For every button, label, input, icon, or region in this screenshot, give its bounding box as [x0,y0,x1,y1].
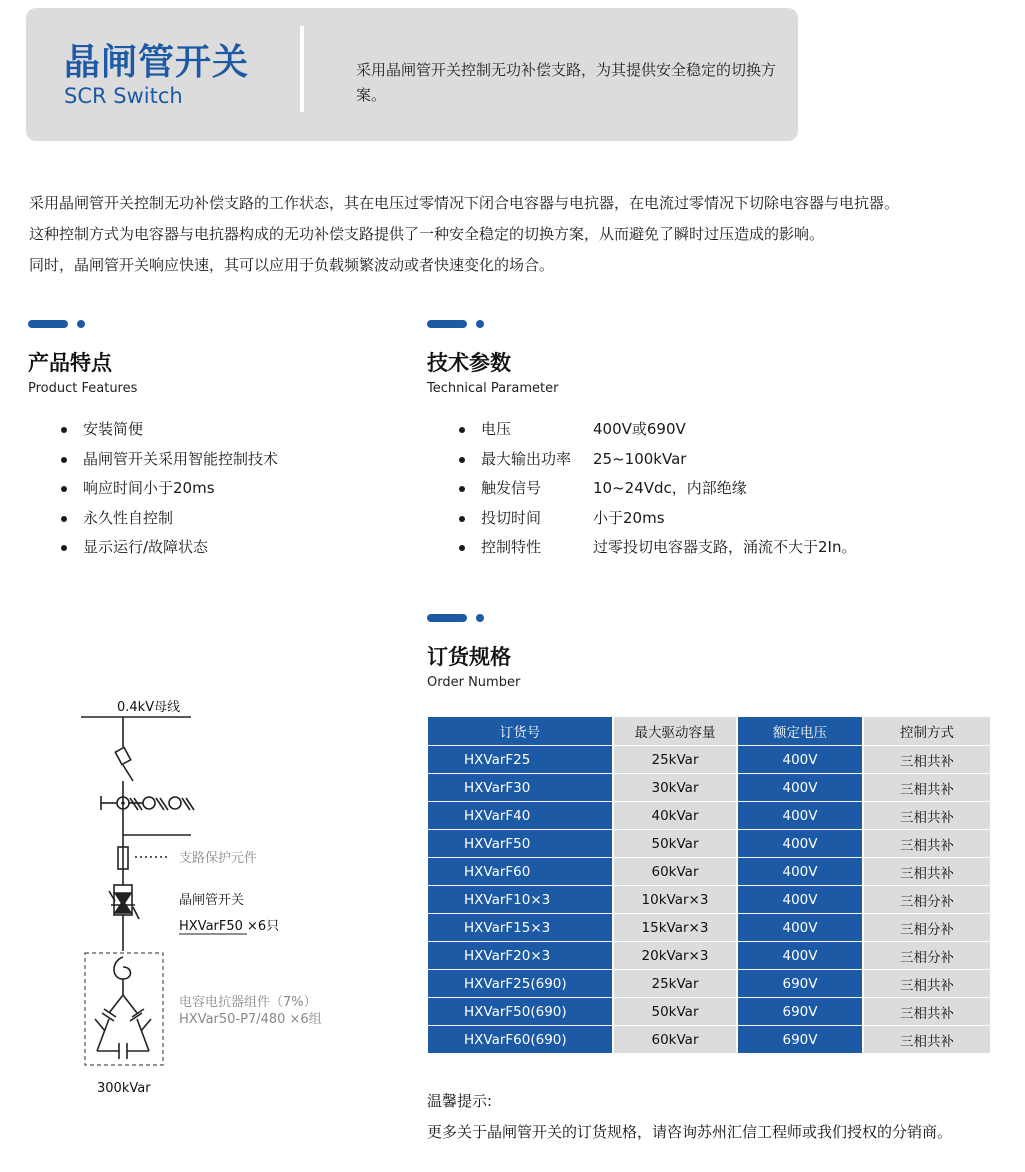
voltage-cell: 400V [738,914,862,941]
table-header-voltage: 额定电压 [738,717,862,745]
intro-line: 采用晶闸管开关控制无功补偿支路的工作状态，其在电压过零情况下闭合电容器与电抗器，在电流过零情况下切除电容器与电抗器。 [29,194,900,212]
param-row [457,445,856,475]
marker-bar [28,320,68,328]
marker-dot [476,614,484,622]
feature-item: 永久性自控制 [59,504,278,534]
technical-title: 技术参数 [427,351,511,375]
scr-model: HXVarF50 ×6只 [179,919,280,934]
voltage-cell: 400V [738,886,862,913]
control-mode-cell: 三相共补 [864,774,990,801]
table-header-order-number: 订货号 [428,717,612,745]
order-number-cell: HXVarF60(690) [428,1026,612,1053]
capacity-cell: 25kVar [614,746,736,773]
capacitor-delta-icon [95,995,151,1059]
scr-label: 晶闸管开关 [179,893,245,908]
features-subtitle: Product Features [28,381,138,396]
tip-text: 更多关于晶闸管开关的订货规格，请咨询苏州汇信工程师或我们授权的分销商。 [427,1123,953,1141]
control-mode-cell: 三相共补 [864,970,990,997]
feature-item: 显示运行/故障状态 [59,533,278,563]
marker-dot [77,320,85,328]
capacity-cell: 60kVar [614,858,736,885]
param-row [457,504,856,534]
control-mode-cell: 三相分补 [864,886,990,913]
capacity-cell: 50kVar [614,830,736,857]
param-value: 25~100kVar [593,449,687,468]
protection-label: 支路保护元件 [179,851,258,866]
table-row [428,746,990,773]
technical-subtitle: Technical Parameter [427,381,559,396]
order-number-cell: HXVarF50 [428,830,612,857]
param-row [457,415,856,445]
table-row [428,858,990,885]
control-mode-cell: 三相共补 [864,830,990,857]
feature-item: 响应时间小于20ms [59,474,278,504]
isolator-switch-icon [115,747,133,793]
current-transformer-icon [101,793,194,835]
param-label: 投切时间 [481,508,542,527]
order-number-cell: HXVarF30 [428,774,612,801]
capacity-cell: 30kVar [614,774,736,801]
tip-title: 温馨提示: [427,1092,493,1110]
intro-line: 同时，晶闸管开关响应快速，其可以应用于负载频繁波动或者快速变化的场合。 [29,256,555,274]
technical-param-list [457,415,856,563]
capacitor-label: 电容电抗器组件（7%） [179,995,317,1010]
param-label: 电压 [481,420,512,438]
capacity-cell: 60kVar [614,1026,736,1053]
reactor-icon [114,957,131,995]
table-row [428,774,990,801]
order-number-cell: HXVarF40 [428,802,612,829]
table-row [428,914,990,941]
order-subtitle: Order Number [427,675,521,690]
table-row [428,998,990,1025]
table-header-control-mode: 控制方式 [864,717,990,745]
table-row [428,970,990,997]
param-label: 触发信号 [481,479,542,497]
param-label: 最大输出功率 [481,449,572,468]
intro-line: 这种控制方式为电容器与电抗器构成的无功补偿支路提供了一种安全稳定的切换方案，从而避免了瞬时过压造成的影响。 [29,225,825,243]
param-row [457,533,856,563]
features-title: 产品特点 [28,351,112,375]
order-number-cell: HXVarF15×3 [428,914,612,941]
voltage-cell: 400V [738,802,862,829]
param-row [457,474,856,504]
capacitor-model: HXVar50-P7/480 ×6组 [179,1012,322,1027]
marker-bar [427,614,467,622]
control-mode-cell: 三相共补 [864,802,990,829]
table-row [428,942,990,969]
capacity-cell: 50kVar [614,998,736,1025]
feature-item: 安装简便 [59,415,278,445]
param-value: 小于20ms [593,508,665,527]
order-table [426,716,992,1054]
capacity-cell: 40kVar [614,802,736,829]
table-row [428,886,990,913]
order-number-cell: HXVarF20×3 [428,942,612,969]
control-mode-cell: 三相共补 [864,998,990,1025]
order-title: 订货规格 [427,645,511,669]
control-mode-cell: 三相分补 [864,914,990,941]
intro-text [29,188,999,281]
voltage-cell: 400V [738,942,862,969]
order-table-body [428,746,990,1053]
table-row [428,802,990,829]
capacity-cell: 15kVar×3 [614,914,736,941]
table-header-row [428,717,990,745]
control-mode-cell: 三相共补 [864,858,990,885]
param-label: 控制特性 [481,538,542,556]
control-mode-cell: 三相共补 [864,1026,990,1053]
page-title: 晶闸管开关 [64,42,250,83]
thyristor-switch-icon [109,885,139,951]
page-subtitle: SCR Switch [64,84,183,108]
param-value: 400V或690V [593,420,686,438]
voltage-cell: 690V [738,970,862,997]
table-row [428,830,990,857]
order-number-cell: HXVarF10×3 [428,886,612,913]
bus-label: 0.4kV母线 [117,700,181,715]
header-banner [26,8,798,141]
voltage-cell: 400V [738,746,862,773]
order-number-cell: HXVarF60 [428,858,612,885]
capacity-label: 300kVar [97,1081,151,1096]
voltage-cell: 400V [738,830,862,857]
voltage-cell: 690V [738,998,862,1025]
table-row [428,1026,990,1053]
wiring-diagram [75,695,355,1105]
control-mode-cell: 三相共补 [864,746,990,773]
control-mode-cell: 三相分补 [864,942,990,969]
component-group-box [85,953,163,1065]
banner-description: 采用晶闸管开关控制无功补偿支路，为其提供安全稳定的切换方案。 [356,61,777,104]
param-value: 10~24Vdc，内部绝缘 [593,479,747,497]
table-header-capacity: 最大驱动容量 [614,717,736,745]
order-number-cell: HXVarF25(690) [428,970,612,997]
param-value: 过零投切电容器支路，涌流不大于2In。 [593,538,857,556]
voltage-cell: 690V [738,1026,862,1053]
banner-divider [300,26,304,112]
capacity-cell: 25kVar [614,970,736,997]
marker-bar [427,320,467,328]
feature-item: 晶闸管开关采用智能控制技术 [59,445,278,475]
order-number-cell: HXVarF50(690) [428,998,612,1025]
marker-dot [476,320,484,328]
features-list [59,415,278,563]
voltage-cell: 400V [738,858,862,885]
order-number-cell: HXVarF25 [428,746,612,773]
voltage-cell: 400V [738,774,862,801]
capacity-cell: 10kVar×3 [614,886,736,913]
capacity-cell: 20kVar×3 [614,942,736,969]
